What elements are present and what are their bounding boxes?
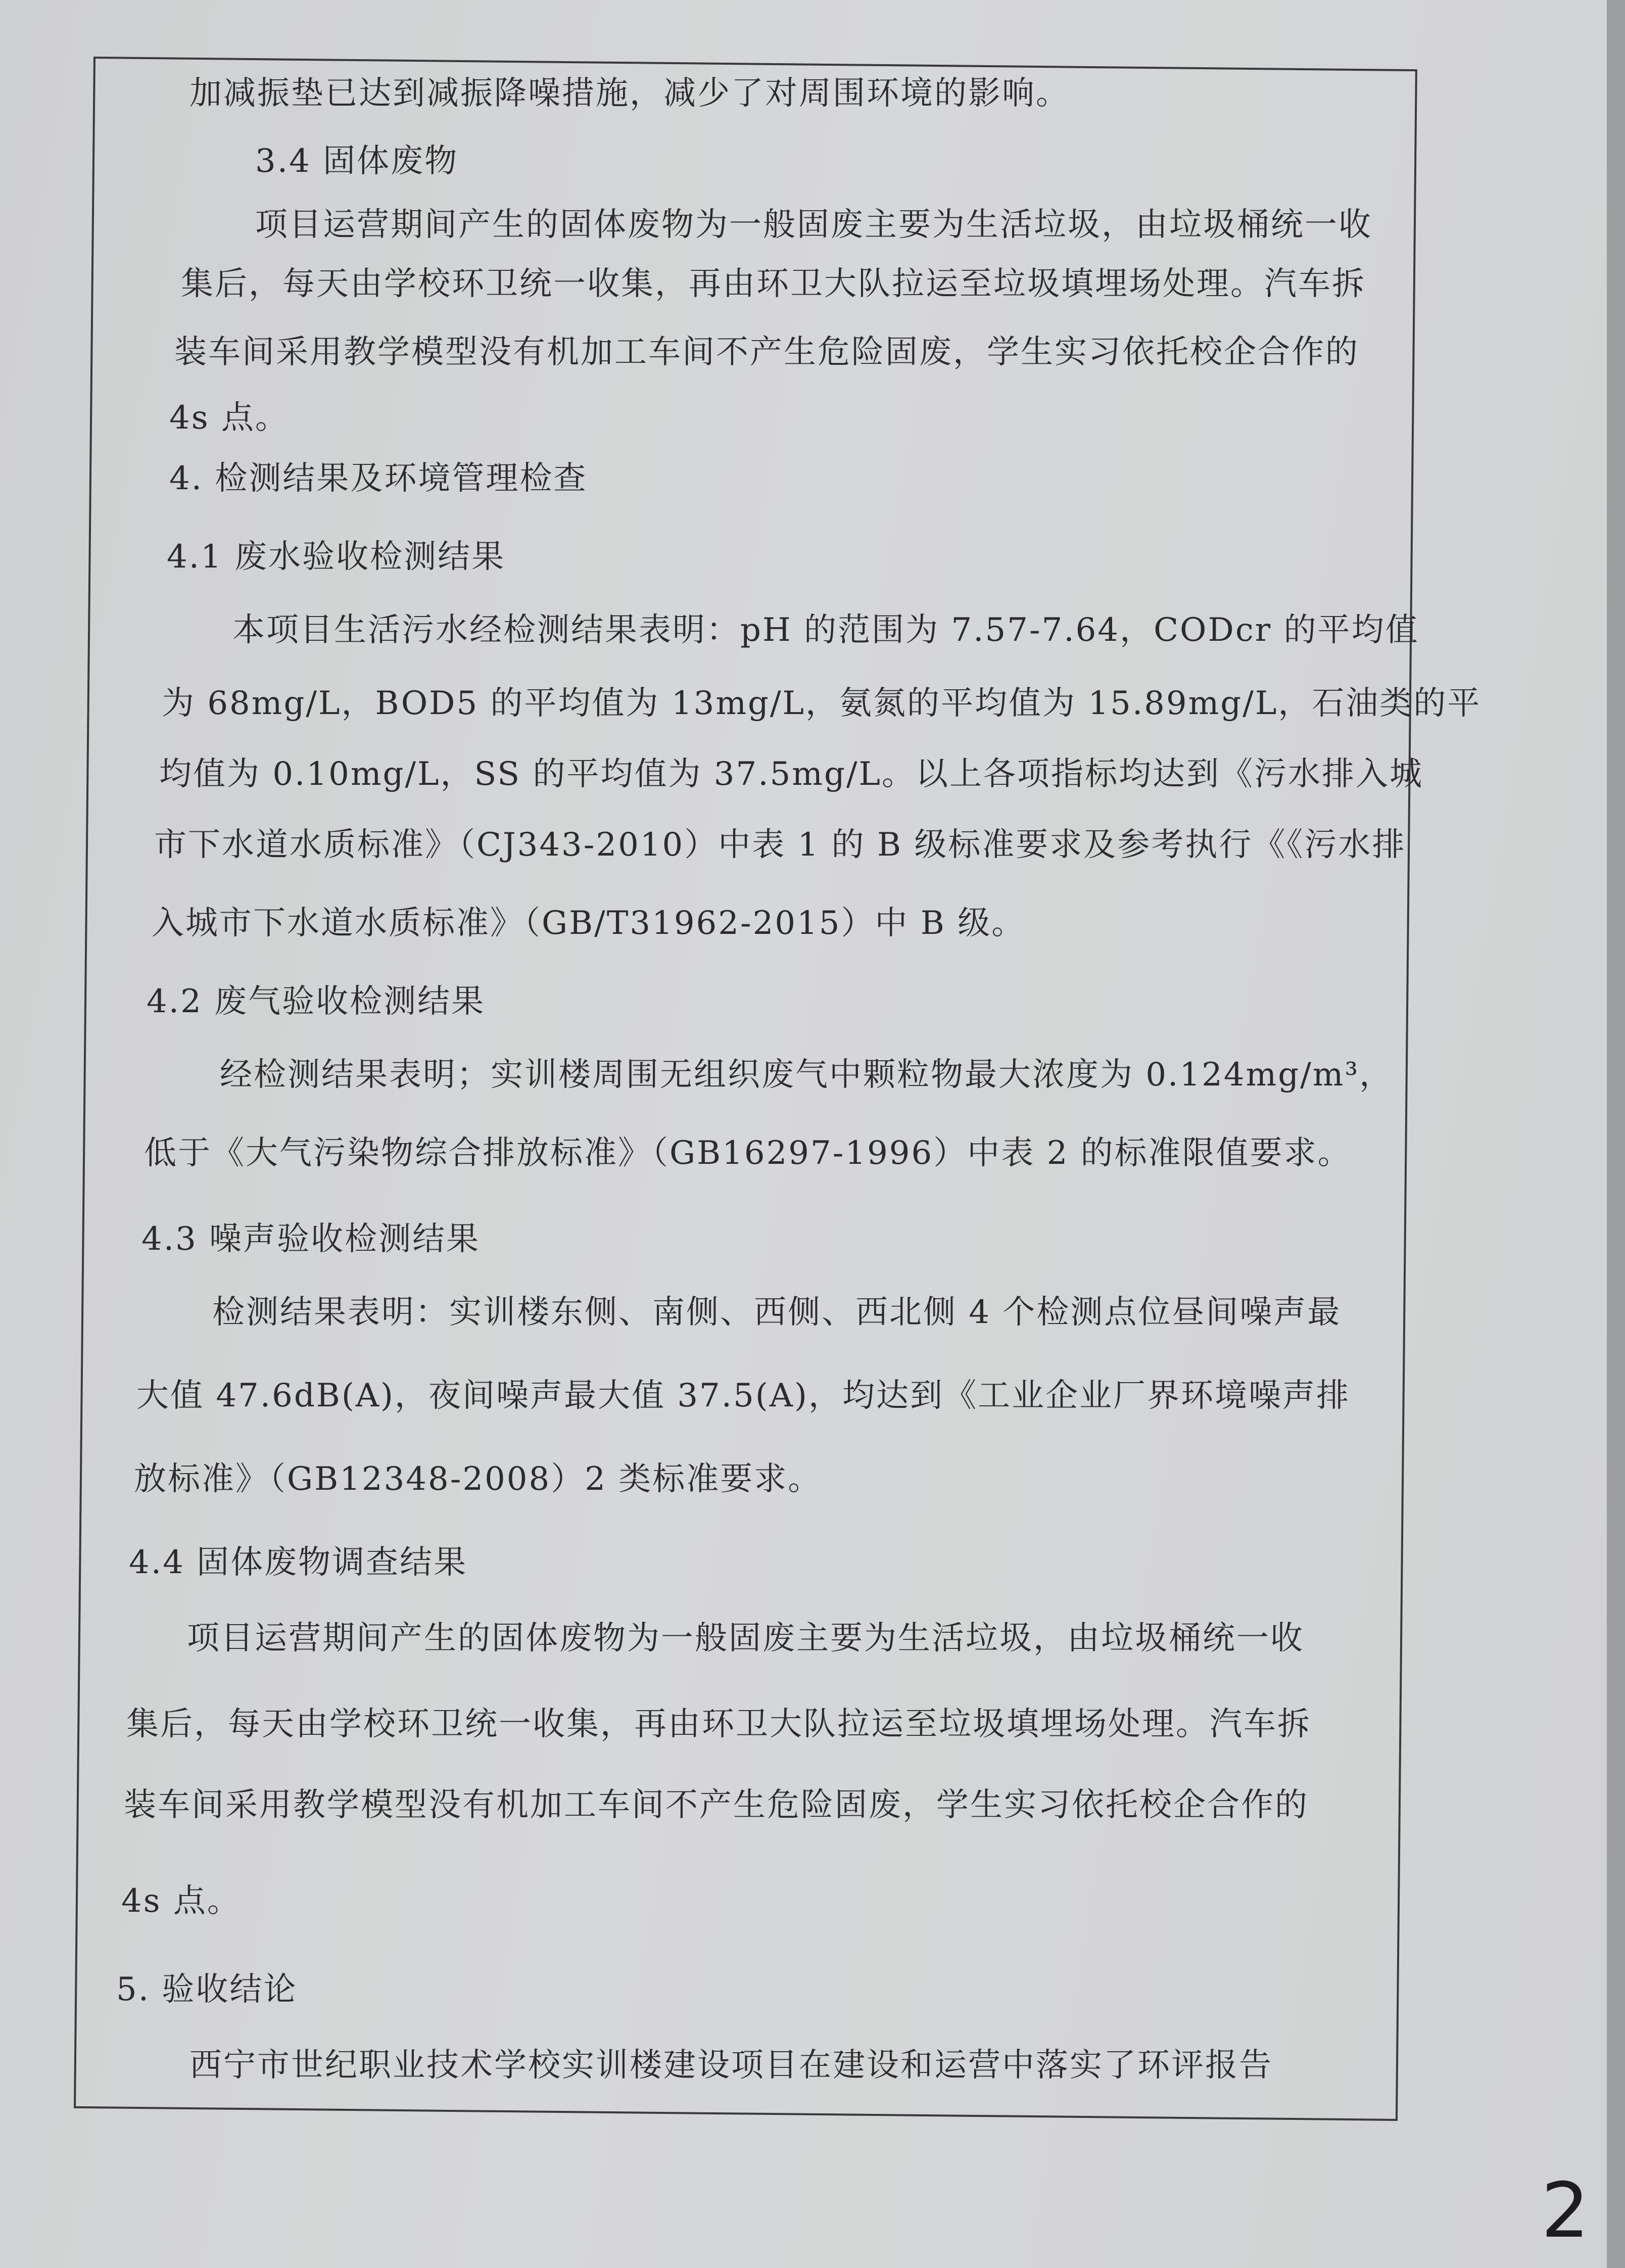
text-line: 大值 47.6dB(A)，夜间噪声最大值 37.5(A)，均达到《工业企业厂界环境噪声排	[136, 1377, 1350, 1414]
text-line: 均值为 0.10mg/L，SS 的平均值为 37.5mg/L。以上各项指标均达到《污水排入城	[159, 755, 1424, 793]
text-line: 集后，每天由学校环卫统一收集，再由环卫大队拉运至垃圾填埋场处理。汽车拆	[181, 265, 1366, 303]
text-line: 项目运营期间产生的固体废物为一般固废主要为生活垃圾，由垃圾桶统一收	[255, 206, 1372, 244]
text-line: 项目运营期间产生的固体废物为一般固废主要为生活垃圾，由垃圾桶统一收	[187, 1620, 1304, 1657]
section-heading: 4. 检测结果及环境管理检查	[169, 460, 588, 497]
text-line: 市下水道水质标准》（CJ343-2010）中表 1 的 B 级标准要求及参考执行《《污水排	[154, 826, 1406, 864]
text-line: 检测结果表明：实训楼东侧、南侧、西侧、西北侧 4 个检测点位昼间噪声最	[212, 1294, 1342, 1331]
section-heading: 4.4 固体废物调查结果	[129, 1544, 468, 1581]
text-line: 为 68mg/L，BOD5 的平均值为 13mg/L，氨氮的平均值为 15.89mg/L，石油类的平	[162, 685, 1481, 722]
text-line: 装车间采用教学模型没有机加工车间不产生危险固废，学生实习依托校企合作的	[174, 334, 1359, 371]
text-line: 集后，每天由学校环卫统一收集，再由环卫大队拉运至垃圾填埋场处理。汽车拆	[126, 1706, 1311, 1743]
text-line: 4s 点。	[121, 1882, 241, 1920]
text-line: 4s 点。	[169, 399, 289, 437]
text-line: 装车间采用教学模型没有机加工车间不产生危险固废，学生实习依托校企合作的	[124, 1786, 1309, 1824]
section-heading: 5. 验收结论	[116, 1971, 298, 2008]
section-heading: 3.4 固体废物	[255, 143, 459, 180]
section-heading: 4.3 噪声验收检测结果	[141, 1220, 481, 1258]
text-line: 低于《大气污染物综合排放标准》（GB16297-1996）中表 2 的标准限值要求。	[144, 1135, 1352, 1172]
section-heading: 4.2 废气验收检测结果	[147, 983, 486, 1020]
text-line: 放标准》（GB12348-2008）2 类标准要求。	[134, 1460, 822, 1498]
text-line: 本项目生活污水经检测结果表明：pH 的范围为 7.57-7.64，CODcr 的平均值	[232, 611, 1419, 649]
page-number: 2	[1541, 2167, 1590, 2255]
text-line: 加减振垫已达到减振降噪措施，减少了对周围环境的影响。	[189, 75, 1070, 112]
text-line: 经检测结果表明；实训楼周围无组织废气中颗粒物最大浓度为 0.124mg/m³，	[220, 1056, 1394, 1094]
section-heading: 4.1 废水验收检测结果	[167, 538, 506, 576]
text-line: 西宁市世纪职业技术学校实训楼建设项目在建设和运营中落实了环评报告	[189, 2047, 1273, 2084]
text-line: 入城市下水道水质标准》（GB/T31962-2015）中 B 级。	[152, 905, 1026, 942]
